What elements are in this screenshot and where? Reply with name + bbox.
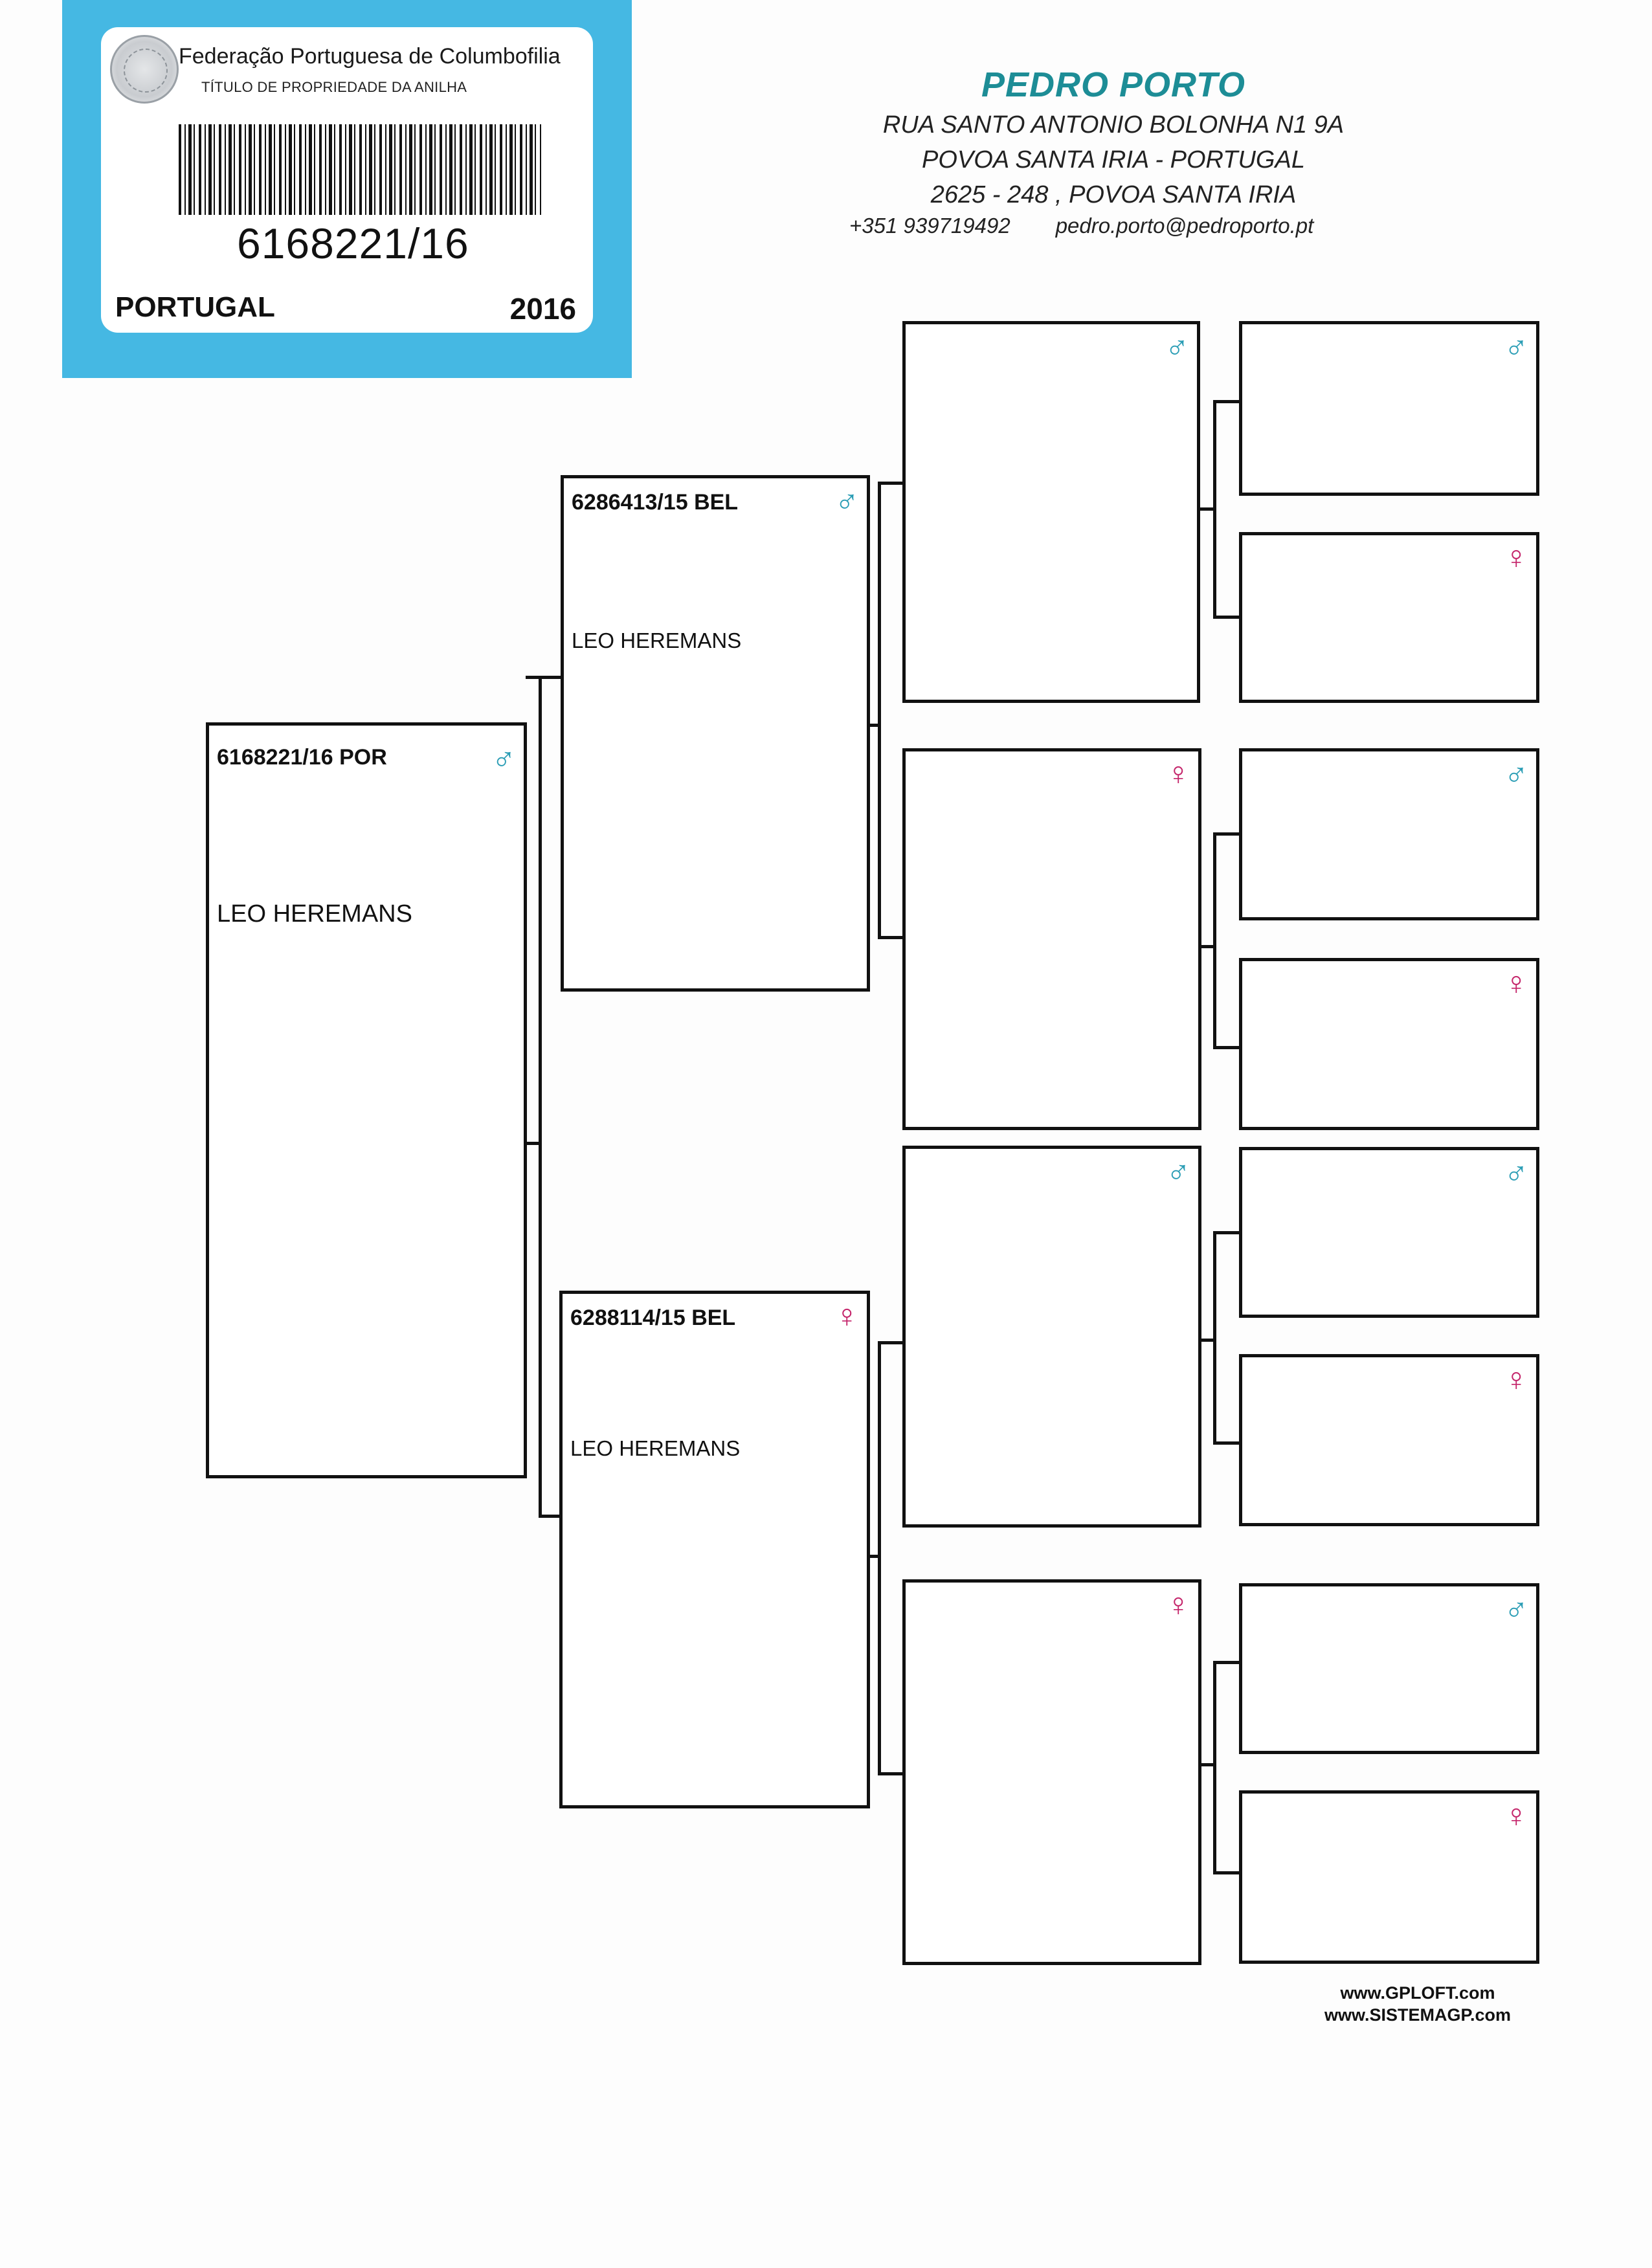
connector-line bbox=[878, 482, 881, 939]
great-grandparent-box bbox=[1239, 958, 1539, 1130]
connector-line bbox=[526, 1142, 541, 1145]
dam-box bbox=[559, 1291, 870, 1808]
female-symbol-icon: ♀ bbox=[1504, 1797, 1528, 1834]
connector-line bbox=[1213, 1046, 1240, 1049]
male-symbol-icon: ♂ bbox=[1504, 328, 1528, 364]
male-symbol-icon: ♂ bbox=[834, 482, 859, 518]
dam-ring-number: 6288114/15 BEL bbox=[570, 1306, 736, 1330]
footer-website-sistemagp: www.SISTEMAGP.com bbox=[1324, 2005, 1512, 2025]
pigeon-ring-number: 6168221/16 POR bbox=[217, 745, 387, 770]
ring-year: 2016 bbox=[509, 292, 576, 326]
grandparent-box bbox=[902, 321, 1200, 703]
connector-line bbox=[539, 1515, 562, 1518]
male-symbol-icon: ♂ bbox=[1504, 1154, 1528, 1190]
connector-line bbox=[1213, 1231, 1240, 1234]
owner-header bbox=[835, 62, 1392, 212]
owner-contact bbox=[849, 214, 1432, 238]
connector-line bbox=[1213, 1231, 1216, 1445]
connector-line bbox=[539, 1142, 542, 1517]
federation-name: Federação Portuguesa de Columbofilia bbox=[179, 44, 561, 69]
male-symbol-icon: ♂ bbox=[1165, 328, 1189, 364]
sire-box bbox=[561, 475, 870, 992]
connector-line bbox=[878, 1341, 905, 1344]
connector-line bbox=[1213, 400, 1216, 619]
footer-website-gploft: www.GPLOFT.com bbox=[1340, 1983, 1495, 2003]
connector-line bbox=[526, 676, 539, 679]
connector-line bbox=[1213, 832, 1216, 1049]
owner-address-line-1: RUA SANTO ANTONIO BOLONHA N1 9A bbox=[882, 111, 1345, 139]
connector-line bbox=[1213, 832, 1240, 836]
great-grandparent-box bbox=[1239, 532, 1539, 703]
grandparent-box bbox=[902, 1579, 1201, 1965]
sire-ring-number: 6286413/15 BEL bbox=[572, 490, 739, 515]
female-symbol-icon: ♀ bbox=[834, 1298, 859, 1334]
male-symbol-icon: ♂ bbox=[1504, 755, 1528, 792]
great-grandparent-box bbox=[1239, 321, 1539, 496]
connector-line bbox=[878, 1772, 905, 1775]
female-symbol-icon: ♀ bbox=[1166, 1586, 1190, 1623]
great-grandparent-box bbox=[1239, 1354, 1539, 1526]
female-symbol-icon: ♀ bbox=[1504, 1361, 1528, 1397]
female-symbol-icon: ♀ bbox=[1166, 755, 1190, 792]
connector-line bbox=[539, 676, 562, 679]
owner-address-line-2: POVOA SANTA IRIA - PORTUGAL bbox=[922, 146, 1305, 173]
male-symbol-icon: ♂ bbox=[1504, 1590, 1528, 1627]
pigeon-breeder: LEO HEREMANS bbox=[217, 900, 412, 928]
great-grandparent-box bbox=[1239, 1147, 1539, 1318]
female-symbol-icon: ♀ bbox=[1504, 965, 1528, 1001]
great-grandparent-box bbox=[1239, 748, 1539, 920]
connector-line bbox=[878, 482, 905, 485]
connector-line bbox=[539, 676, 542, 1145]
connector-line bbox=[1213, 616, 1240, 619]
connector-line bbox=[1213, 1661, 1240, 1664]
owner-phone: +351 939719492 bbox=[849, 214, 1010, 238]
owner-address-line-3: 2625 - 248 , POVOA SANTA IRIA bbox=[930, 181, 1297, 208]
connector-line bbox=[1213, 1441, 1240, 1445]
grandparent-box bbox=[902, 748, 1201, 1130]
great-grandparent-box bbox=[1239, 1583, 1539, 1754]
footer-websites bbox=[1288, 1982, 1547, 2026]
owner-email: pedro.porto@pedroporto.pt bbox=[1055, 214, 1314, 238]
ring-ownership-label bbox=[62, 0, 632, 378]
sire-breeder: LEO HEREMANS bbox=[572, 628, 742, 652]
dam-breeder: LEO HEREMANS bbox=[570, 1436, 741, 1460]
connector-line bbox=[878, 936, 905, 939]
male-symbol-icon: ♂ bbox=[1166, 1153, 1190, 1189]
owner-name: PEDRO PORTO bbox=[981, 65, 1246, 104]
ring-number: 6168221/16 bbox=[237, 219, 469, 267]
connector-line bbox=[1213, 1661, 1216, 1874]
great-grandparent-box bbox=[1239, 1790, 1539, 1964]
ring-title-subtitle: TÍTULO DE PROPRIEDADE DA ANILHA bbox=[201, 79, 467, 95]
ring-label-card bbox=[101, 27, 593, 333]
connector-line bbox=[1213, 400, 1240, 403]
barcode-icon bbox=[179, 124, 541, 215]
female-symbol-icon: ♀ bbox=[1504, 539, 1528, 575]
male-symbol-icon: ♂ bbox=[491, 740, 516, 776]
grandparent-box bbox=[902, 1146, 1201, 1528]
ring-country: PORTUGAL bbox=[115, 291, 275, 323]
connector-line bbox=[1213, 1871, 1240, 1874]
connector-line bbox=[878, 1341, 881, 1775]
federation-seal-icon bbox=[110, 35, 179, 104]
pigeon-box bbox=[206, 722, 527, 1478]
